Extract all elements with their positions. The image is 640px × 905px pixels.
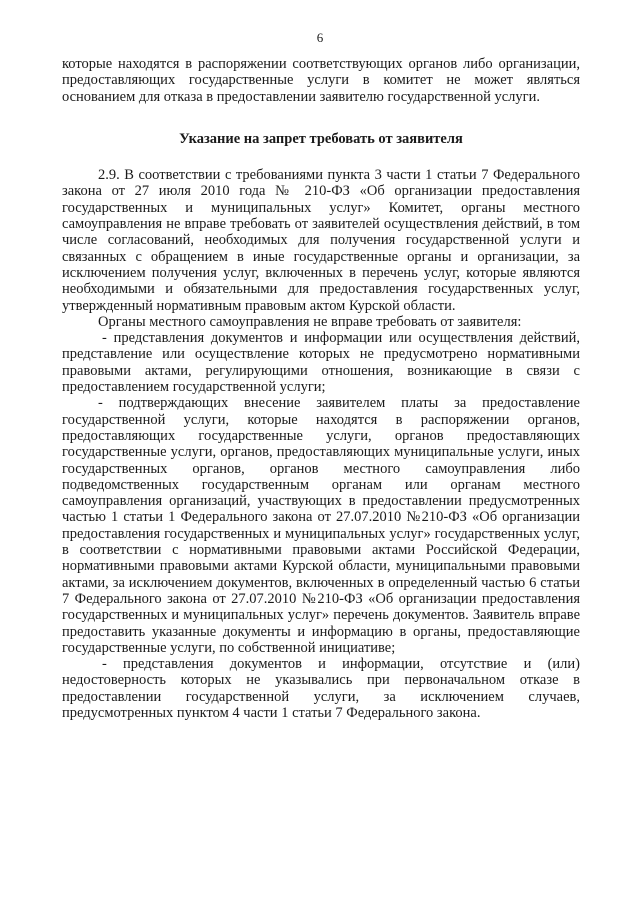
continuation-paragraph: которые находятся в распоряжении соответствующих органов либо организации, предоставляющих государственные услуги в комитет не может являться основанием для отказа в предоставлении заявителю государственной услуги. [62,56,580,105]
paragraph-prohibitions-intro: Органы местного самоуправления не вправе требовать от заявителя: [98,313,522,330]
paragraph-2-9: 2.9. В соответствии с требованиями пункта 3 части 1 статьи 7 Федерального закона от 27 июля 2010 года № 210-ФЗ «Об организации предоставления государственных и муниципальных услуг» Комитет, органы местного самоуправления не вправе требовать от заявителей осуществления действий, в том числе согласований, необходимых для получения государственной услуги и связанных с обращением в иные государственные органы и организации, за исключением получения услуг, включенных в перечень услуг, которые являются необходимыми и обязательными для предоставления государственных услуг, утвержденный нормативным правовым актом Курской области. [62,167,580,314]
document-body [62,56,580,721]
paragraph-item-documents: - представления документов и информации или осуществления действий, представление или осуществление которых не предусмотрено нормативными правовыми актами, регулирующими отношения, возникающие в связи с предоставлением государственной услуги; [62,330,580,396]
page-number: 6 [316,30,324,45]
paragraph-item-payment: - подтверждающих внесение заявителем платы за предоставление государственной услуги, которые находятся в распоряжении органов, предоставляющих государственные услуги, органов предоставляющих государственные услуги, органов, предоставляющих муниципальные услуги, иных государственных органов, органов местного самоуправления либо подведомственных государственным органам или органам местного самоуправления организаций, участвующих в предоставлении предусмотренных частью 1 статьи 1 Федерального закона от 27.07.2010 №210-ФЗ «Об организации предоставления государственных и муниципальных услуг» государственных услуг, в соответствии с нормативными правовыми актами Российской Федерации, нормативными правовыми актами Курской области, муниципальными правовыми актами, за исключением документов, включенных в определенный частью 6 статьи 7 Федерального закона от 27.07.2010 №210-ФЗ «Об организации предоставления государственных и муниципальных услуг» перечень документов. Заявитель вправе предоставить указанные документы и информацию в органы, предоставляющие государственные услуги, по собственной инициативе; [62,395,580,656]
section-heading: Указание на запрет требовать от заявителя [179,130,463,147]
paragraph-item-missing-info: - представления документов и информации, отсутствие и (или) недостоверность которых не указывались при первоначальном отказе в предоставлении государственной услуги, за исключением случаев, предусмотренных пунктом 4 части 1 статьи 7 Федерального закона. [62,656,580,721]
